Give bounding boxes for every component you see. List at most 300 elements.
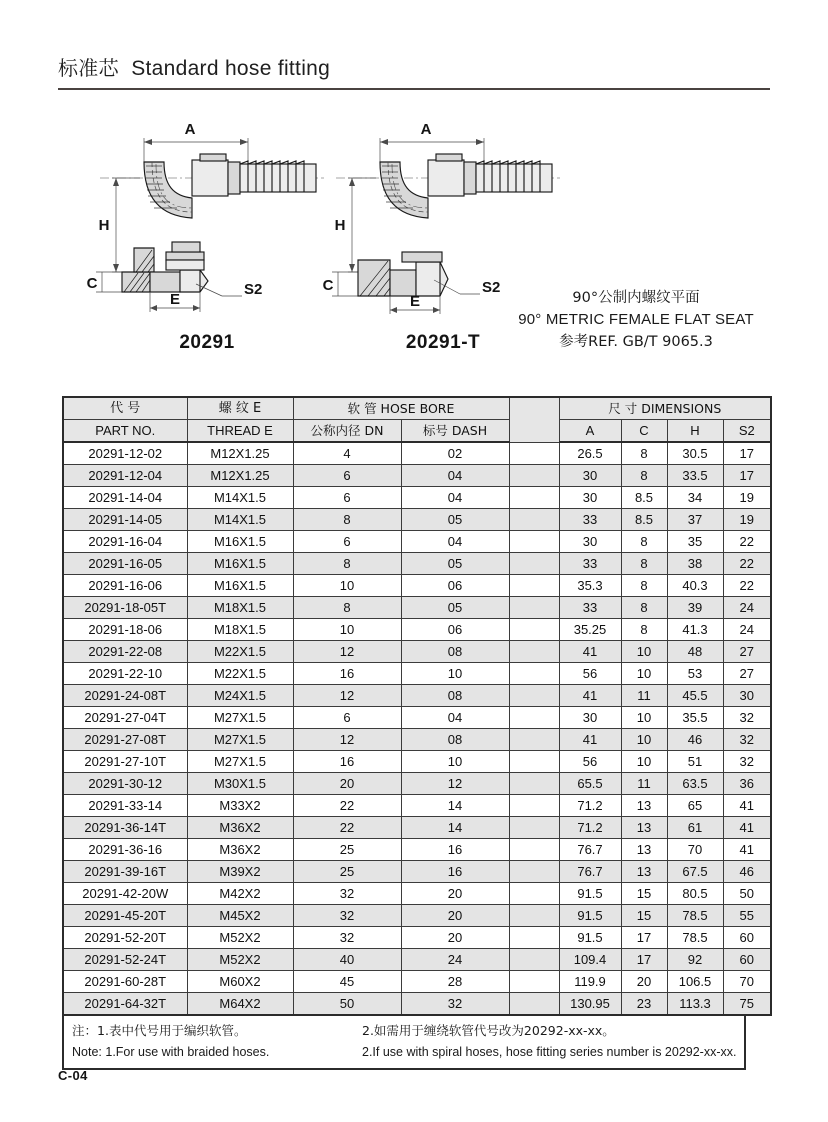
cell-c: 8 bbox=[621, 442, 667, 465]
cell-s2: 75 bbox=[723, 993, 771, 1016]
cell-a: 56 bbox=[559, 751, 621, 773]
cell-dn: 22 bbox=[293, 795, 401, 817]
cell-h: 30.5 bbox=[667, 442, 723, 465]
note-item2-en: 2.If use with spiral hoses, hose fitting series number is 20292-xx-xx. bbox=[362, 1044, 737, 1059]
cell-c: 10 bbox=[621, 707, 667, 729]
header-dim-a: A bbox=[559, 420, 621, 443]
cell-dn: 16 bbox=[293, 663, 401, 685]
cell-a: 33 bbox=[559, 509, 621, 531]
note-row-english bbox=[72, 1042, 736, 1063]
cell-spacer bbox=[509, 927, 559, 949]
cell-dash: 20 bbox=[401, 883, 509, 905]
cell-c: 10 bbox=[621, 729, 667, 751]
cell-s2: 60 bbox=[723, 927, 771, 949]
table-row bbox=[63, 707, 771, 729]
cell-h: 41.3 bbox=[667, 619, 723, 641]
cell-part-no: 20291-16-06 bbox=[63, 575, 187, 597]
cell-h: 61 bbox=[667, 817, 723, 839]
cell-dash: 06 bbox=[401, 575, 509, 597]
page-title bbox=[58, 52, 770, 81]
note-label-cn: 注： bbox=[72, 1023, 98, 1038]
cell-c: 13 bbox=[621, 795, 667, 817]
cell-a: 119.9 bbox=[559, 971, 621, 993]
table-row bbox=[63, 949, 771, 971]
table-row bbox=[63, 553, 771, 575]
header-part-no-cn: 代 号 bbox=[63, 397, 187, 420]
cell-dash: 08 bbox=[401, 685, 509, 707]
cell-part-no: 20291-60-28T bbox=[63, 971, 187, 993]
cell-dash: 08 bbox=[401, 641, 509, 663]
cell-dash: 24 bbox=[401, 949, 509, 971]
cell-s2: 30 bbox=[723, 685, 771, 707]
table-row bbox=[63, 883, 771, 905]
cell-c: 8.5 bbox=[621, 509, 667, 531]
table-notes bbox=[62, 1016, 746, 1070]
figure-left bbox=[82, 120, 332, 320]
dim-label-S2: S2 bbox=[244, 281, 263, 298]
cell-thread: M12X1.25 bbox=[187, 442, 293, 465]
cell-dash: 28 bbox=[401, 971, 509, 993]
cell-s2: 36 bbox=[723, 773, 771, 795]
cell-spacer bbox=[509, 729, 559, 751]
cell-a: 56 bbox=[559, 663, 621, 685]
cell-a: 91.5 bbox=[559, 927, 621, 949]
cell-c: 8 bbox=[621, 597, 667, 619]
part-label-right: 20291-T bbox=[405, 332, 481, 353]
cell-thread: M16X1.5 bbox=[187, 575, 293, 597]
cell-c: 11 bbox=[621, 773, 667, 795]
cell-thread: M22X1.5 bbox=[187, 663, 293, 685]
cell-h: 34 bbox=[667, 487, 723, 509]
cell-dn: 6 bbox=[293, 465, 401, 487]
cell-dn: 6 bbox=[293, 531, 401, 553]
cell-dash: 20 bbox=[401, 905, 509, 927]
cell-h: 92 bbox=[667, 949, 723, 971]
cell-dn: 25 bbox=[293, 839, 401, 861]
table-row bbox=[63, 839, 771, 861]
cell-h: 80.5 bbox=[667, 883, 723, 905]
header-dash: 标号 DASH bbox=[401, 420, 509, 443]
header-dim-h: H bbox=[667, 420, 723, 443]
cell-spacer bbox=[509, 839, 559, 861]
cell-c: 8 bbox=[621, 531, 667, 553]
cell-part-no: 20291-33-14 bbox=[63, 795, 187, 817]
cell-thread: M45X2 bbox=[187, 905, 293, 927]
cell-h: 78.5 bbox=[667, 927, 723, 949]
cell-s2: 32 bbox=[723, 707, 771, 729]
cell-a: 30 bbox=[559, 465, 621, 487]
cell-a: 30 bbox=[559, 487, 621, 509]
cell-spacer bbox=[509, 663, 559, 685]
cell-spacer bbox=[509, 861, 559, 883]
cell-dn: 16 bbox=[293, 751, 401, 773]
cell-part-no: 20291-52-20T bbox=[63, 927, 187, 949]
cell-thread: M18X1.5 bbox=[187, 597, 293, 619]
cell-h: 48 bbox=[667, 641, 723, 663]
cell-c: 23 bbox=[621, 993, 667, 1016]
cell-h: 33.5 bbox=[667, 465, 723, 487]
cell-thread: M33X2 bbox=[187, 795, 293, 817]
cell-dn: 25 bbox=[293, 861, 401, 883]
dim-label-A: A bbox=[420, 121, 432, 138]
note-item1-cn: 1.表中代号用于编织软管。 bbox=[97, 1023, 247, 1038]
cell-h: 70 bbox=[667, 839, 723, 861]
cell-dash: 16 bbox=[401, 839, 509, 861]
cell-spacer bbox=[509, 685, 559, 707]
cell-dn: 20 bbox=[293, 773, 401, 795]
cell-spacer bbox=[509, 442, 559, 465]
header-divider bbox=[58, 88, 770, 90]
cell-part-no: 20291-16-04 bbox=[63, 531, 187, 553]
header-spacer bbox=[509, 397, 559, 442]
cell-dash: 04 bbox=[401, 487, 509, 509]
cell-c: 10 bbox=[621, 751, 667, 773]
header-dn: 公称内径 DN bbox=[293, 420, 401, 443]
cell-s2: 19 bbox=[723, 487, 771, 509]
table-row bbox=[63, 971, 771, 993]
cell-spacer bbox=[509, 641, 559, 663]
cell-dash: 12 bbox=[401, 773, 509, 795]
cell-dash: 05 bbox=[401, 553, 509, 575]
cell-c: 8.5 bbox=[621, 487, 667, 509]
cell-a: 76.7 bbox=[559, 861, 621, 883]
header-part-no-en: PART NO. bbox=[63, 420, 187, 443]
cell-a: 35.25 bbox=[559, 619, 621, 641]
cell-h: 78.5 bbox=[667, 905, 723, 927]
cell-part-no: 20291-42-20W bbox=[63, 883, 187, 905]
note-label-en: Note: bbox=[72, 1044, 102, 1059]
cell-thread: M27X1.5 bbox=[187, 729, 293, 751]
spec-caption-english: 90° METRIC FEMALE FLAT SEAT bbox=[518, 311, 754, 329]
header-dim-s2: S2 bbox=[723, 420, 771, 443]
cell-dn: 22 bbox=[293, 817, 401, 839]
cell-c: 8 bbox=[621, 553, 667, 575]
cell-spacer bbox=[509, 707, 559, 729]
cell-h: 46 bbox=[667, 729, 723, 751]
cell-a: 109.4 bbox=[559, 949, 621, 971]
cell-thread: M14X1.5 bbox=[187, 487, 293, 509]
table-row bbox=[63, 993, 771, 1016]
cell-s2: 60 bbox=[723, 949, 771, 971]
cell-a: 71.2 bbox=[559, 795, 621, 817]
dim-label-A: A bbox=[184, 121, 196, 138]
table-row bbox=[63, 619, 771, 641]
cell-a: 33 bbox=[559, 597, 621, 619]
cell-h: 51 bbox=[667, 751, 723, 773]
cell-part-no: 20291-36-16 bbox=[63, 839, 187, 861]
cell-part-no: 20291-30-12 bbox=[63, 773, 187, 795]
note-item2-cn: 2.如需用于缠绕软管代号改为20292-xx-xx。 bbox=[362, 1023, 615, 1038]
cell-c: 17 bbox=[621, 949, 667, 971]
cell-spacer bbox=[509, 487, 559, 509]
cell-a: 35.3 bbox=[559, 575, 621, 597]
cell-c: 8 bbox=[621, 619, 667, 641]
cell-thread: M42X2 bbox=[187, 883, 293, 905]
table-row bbox=[63, 861, 771, 883]
cell-c: 17 bbox=[621, 927, 667, 949]
cell-thread: M18X1.5 bbox=[187, 619, 293, 641]
cell-s2: 50 bbox=[723, 883, 771, 905]
cell-c: 15 bbox=[621, 883, 667, 905]
cell-spacer bbox=[509, 993, 559, 1016]
cell-part-no: 20291-22-08 bbox=[63, 641, 187, 663]
cell-dn: 8 bbox=[293, 509, 401, 531]
cell-dash: 14 bbox=[401, 795, 509, 817]
cell-dn: 12 bbox=[293, 685, 401, 707]
cell-c: 20 bbox=[621, 971, 667, 993]
cell-dash: 10 bbox=[401, 663, 509, 685]
cell-dn: 40 bbox=[293, 949, 401, 971]
cell-a: 41 bbox=[559, 729, 621, 751]
cell-h: 53 bbox=[667, 663, 723, 685]
cell-part-no: 20291-22-10 bbox=[63, 663, 187, 685]
dim-label-S2: S2 bbox=[482, 279, 501, 296]
table-row bbox=[63, 729, 771, 751]
cell-spacer bbox=[509, 531, 559, 553]
cell-spacer bbox=[509, 905, 559, 927]
cell-a: 30 bbox=[559, 531, 621, 553]
cell-part-no: 20291-18-05T bbox=[63, 597, 187, 619]
cell-a: 33 bbox=[559, 553, 621, 575]
cell-c: 15 bbox=[621, 905, 667, 927]
cell-part-no: 20291-18-06 bbox=[63, 619, 187, 641]
cell-dn: 8 bbox=[293, 597, 401, 619]
cell-thread: M22X1.5 bbox=[187, 641, 293, 663]
cell-s2: 22 bbox=[723, 575, 771, 597]
cell-s2: 32 bbox=[723, 751, 771, 773]
cell-part-no: 20291-12-04 bbox=[63, 465, 187, 487]
table-row bbox=[63, 663, 771, 685]
cell-dn: 8 bbox=[293, 553, 401, 575]
cell-h: 38 bbox=[667, 553, 723, 575]
cell-c: 13 bbox=[621, 861, 667, 883]
cell-h: 67.5 bbox=[667, 861, 723, 883]
cell-h: 37 bbox=[667, 509, 723, 531]
cell-h: 113.3 bbox=[667, 993, 723, 1016]
cell-part-no: 20291-64-32T bbox=[63, 993, 187, 1016]
header-hose-bore: 软 管 HOSE BORE bbox=[293, 397, 509, 420]
dim-label-E: E bbox=[169, 291, 181, 308]
cell-part-no: 20291-24-08T bbox=[63, 685, 187, 707]
cell-part-no: 20291-39-16T bbox=[63, 861, 187, 883]
table-body bbox=[63, 442, 771, 1015]
cell-thread: M60X2 bbox=[187, 971, 293, 993]
cell-c: 10 bbox=[621, 663, 667, 685]
table-header-row-bottom bbox=[63, 420, 771, 443]
cell-part-no: 20291-14-05 bbox=[63, 509, 187, 531]
cell-s2: 32 bbox=[723, 729, 771, 751]
cell-s2: 55 bbox=[723, 905, 771, 927]
cell-c: 10 bbox=[621, 641, 667, 663]
cell-c: 11 bbox=[621, 685, 667, 707]
cell-a: 30 bbox=[559, 707, 621, 729]
cell-dn: 50 bbox=[293, 993, 401, 1016]
cell-dash: 10 bbox=[401, 751, 509, 773]
cell-dash: 04 bbox=[401, 707, 509, 729]
cell-spacer bbox=[509, 949, 559, 971]
cell-h: 65 bbox=[667, 795, 723, 817]
dim-label-C: C bbox=[322, 277, 334, 294]
cell-dn: 45 bbox=[293, 971, 401, 993]
cell-dash: 16 bbox=[401, 861, 509, 883]
cell-a: 130.95 bbox=[559, 993, 621, 1016]
cell-dn: 10 bbox=[293, 619, 401, 641]
cell-c: 8 bbox=[621, 575, 667, 597]
spec-caption-chinese: 90°公制内螺纹平面 bbox=[572, 290, 700, 306]
cell-spacer bbox=[509, 553, 559, 575]
cell-spacer bbox=[509, 509, 559, 531]
table-row bbox=[63, 531, 771, 553]
cell-c: 13 bbox=[621, 839, 667, 861]
cell-h: 63.5 bbox=[667, 773, 723, 795]
specification-table-container bbox=[62, 396, 755, 1070]
cell-thread: M52X2 bbox=[187, 927, 293, 949]
table-row bbox=[63, 487, 771, 509]
cell-part-no: 20291-36-14T bbox=[63, 817, 187, 839]
table-row bbox=[63, 773, 771, 795]
cell-s2: 22 bbox=[723, 531, 771, 553]
table-row bbox=[63, 641, 771, 663]
cell-part-no: 20291-45-20T bbox=[63, 905, 187, 927]
header-thread-cn: 螺 纹 E bbox=[187, 397, 293, 420]
note-item1-en: 1.For use with braided hoses. bbox=[105, 1044, 270, 1059]
cell-s2: 17 bbox=[723, 442, 771, 465]
cell-s2: 27 bbox=[723, 641, 771, 663]
cell-dn: 4 bbox=[293, 442, 401, 465]
cell-spacer bbox=[509, 751, 559, 773]
cell-thread: M64X2 bbox=[187, 993, 293, 1016]
spec-caption bbox=[500, 288, 772, 353]
cell-dash: 04 bbox=[401, 531, 509, 553]
cell-a: 41 bbox=[559, 641, 621, 663]
cell-thread: M16X1.5 bbox=[187, 531, 293, 553]
table-row bbox=[63, 795, 771, 817]
page-title-english: Standard hose fitting bbox=[131, 57, 331, 80]
cell-part-no: 20291-12-02 bbox=[63, 442, 187, 465]
cell-spacer bbox=[509, 795, 559, 817]
cell-a: 91.5 bbox=[559, 905, 621, 927]
cell-a: 71.2 bbox=[559, 817, 621, 839]
cell-part-no: 20291-52-24T bbox=[63, 949, 187, 971]
cell-s2: 70 bbox=[723, 971, 771, 993]
cell-dn: 12 bbox=[293, 729, 401, 751]
table-row bbox=[63, 442, 771, 465]
table-row bbox=[63, 575, 771, 597]
cell-a: 91.5 bbox=[559, 883, 621, 905]
table-row bbox=[63, 509, 771, 531]
header-thread-en: THREAD E bbox=[187, 420, 293, 443]
cell-s2: 22 bbox=[723, 553, 771, 575]
cell-s2: 17 bbox=[723, 465, 771, 487]
cell-spacer bbox=[509, 773, 559, 795]
cell-thread: M39X2 bbox=[187, 861, 293, 883]
cell-thread: M27X1.5 bbox=[187, 751, 293, 773]
cell-a: 41 bbox=[559, 685, 621, 707]
cell-c: 8 bbox=[621, 465, 667, 487]
cell-s2: 24 bbox=[723, 597, 771, 619]
cell-a: 26.5 bbox=[559, 442, 621, 465]
cell-dn: 32 bbox=[293, 927, 401, 949]
cell-s2: 46 bbox=[723, 861, 771, 883]
cell-spacer bbox=[509, 597, 559, 619]
cell-h: 39 bbox=[667, 597, 723, 619]
dim-label-C: C bbox=[86, 275, 98, 292]
cell-h: 45.5 bbox=[667, 685, 723, 707]
dim-label-H: H bbox=[334, 217, 346, 234]
cell-dn: 10 bbox=[293, 575, 401, 597]
cell-dn: 6 bbox=[293, 707, 401, 729]
cell-s2: 19 bbox=[723, 509, 771, 531]
cell-thread: M14X1.5 bbox=[187, 509, 293, 531]
cell-dash: 20 bbox=[401, 927, 509, 949]
cell-a: 65.5 bbox=[559, 773, 621, 795]
cell-thread: M36X2 bbox=[187, 839, 293, 861]
cell-dash: 32 bbox=[401, 993, 509, 1016]
dim-label-E: E bbox=[409, 293, 421, 310]
page-header bbox=[58, 52, 770, 90]
cell-dash: 02 bbox=[401, 442, 509, 465]
cell-dash: 14 bbox=[401, 817, 509, 839]
table-row bbox=[63, 927, 771, 949]
dim-label-H: H bbox=[98, 217, 110, 234]
cell-s2: 24 bbox=[723, 619, 771, 641]
cell-part-no: 20291-27-08T bbox=[63, 729, 187, 751]
header-dimensions: 尺 寸 DIMENSIONS bbox=[559, 397, 771, 420]
cell-thread: M36X2 bbox=[187, 817, 293, 839]
cell-s2: 41 bbox=[723, 839, 771, 861]
cell-thread: M52X2 bbox=[187, 949, 293, 971]
cell-s2: 27 bbox=[723, 663, 771, 685]
table-row bbox=[63, 817, 771, 839]
spec-caption-reference: 参考REF. GB/T 9065.3 bbox=[559, 333, 713, 350]
cell-a: 76.7 bbox=[559, 839, 621, 861]
cell-thread: M24X1.5 bbox=[187, 685, 293, 707]
cell-spacer bbox=[509, 619, 559, 641]
cell-dash: 04 bbox=[401, 465, 509, 487]
cell-s2: 41 bbox=[723, 817, 771, 839]
cell-h: 35 bbox=[667, 531, 723, 553]
table-row bbox=[63, 685, 771, 707]
cell-c: 13 bbox=[621, 817, 667, 839]
cell-dn: 32 bbox=[293, 883, 401, 905]
cell-dash: 05 bbox=[401, 597, 509, 619]
cell-thread: M16X1.5 bbox=[187, 553, 293, 575]
page-title-chinese: 标准芯 bbox=[58, 56, 119, 80]
cell-spacer bbox=[509, 575, 559, 597]
page-footer: C-04 bbox=[58, 1068, 88, 1083]
cell-h: 40.3 bbox=[667, 575, 723, 597]
cell-h: 106.5 bbox=[667, 971, 723, 993]
cell-part-no: 20291-27-10T bbox=[63, 751, 187, 773]
cell-part-no: 20291-27-04T bbox=[63, 707, 187, 729]
cell-thread: M27X1.5 bbox=[187, 707, 293, 729]
table-row bbox=[63, 751, 771, 773]
cell-dash: 05 bbox=[401, 509, 509, 531]
cell-part-no: 20291-14-04 bbox=[63, 487, 187, 509]
cell-dash: 06 bbox=[401, 619, 509, 641]
specification-table bbox=[62, 396, 772, 1016]
cell-dn: 6 bbox=[293, 487, 401, 509]
cell-spacer bbox=[509, 465, 559, 487]
table-header-row-top bbox=[63, 397, 771, 420]
header-dim-c: C bbox=[621, 420, 667, 443]
cell-spacer bbox=[509, 883, 559, 905]
part-label-left: 20291 bbox=[179, 332, 235, 353]
table-row bbox=[63, 597, 771, 619]
cell-spacer bbox=[509, 817, 559, 839]
cell-part-no: 20291-16-05 bbox=[63, 553, 187, 575]
table-row bbox=[63, 905, 771, 927]
